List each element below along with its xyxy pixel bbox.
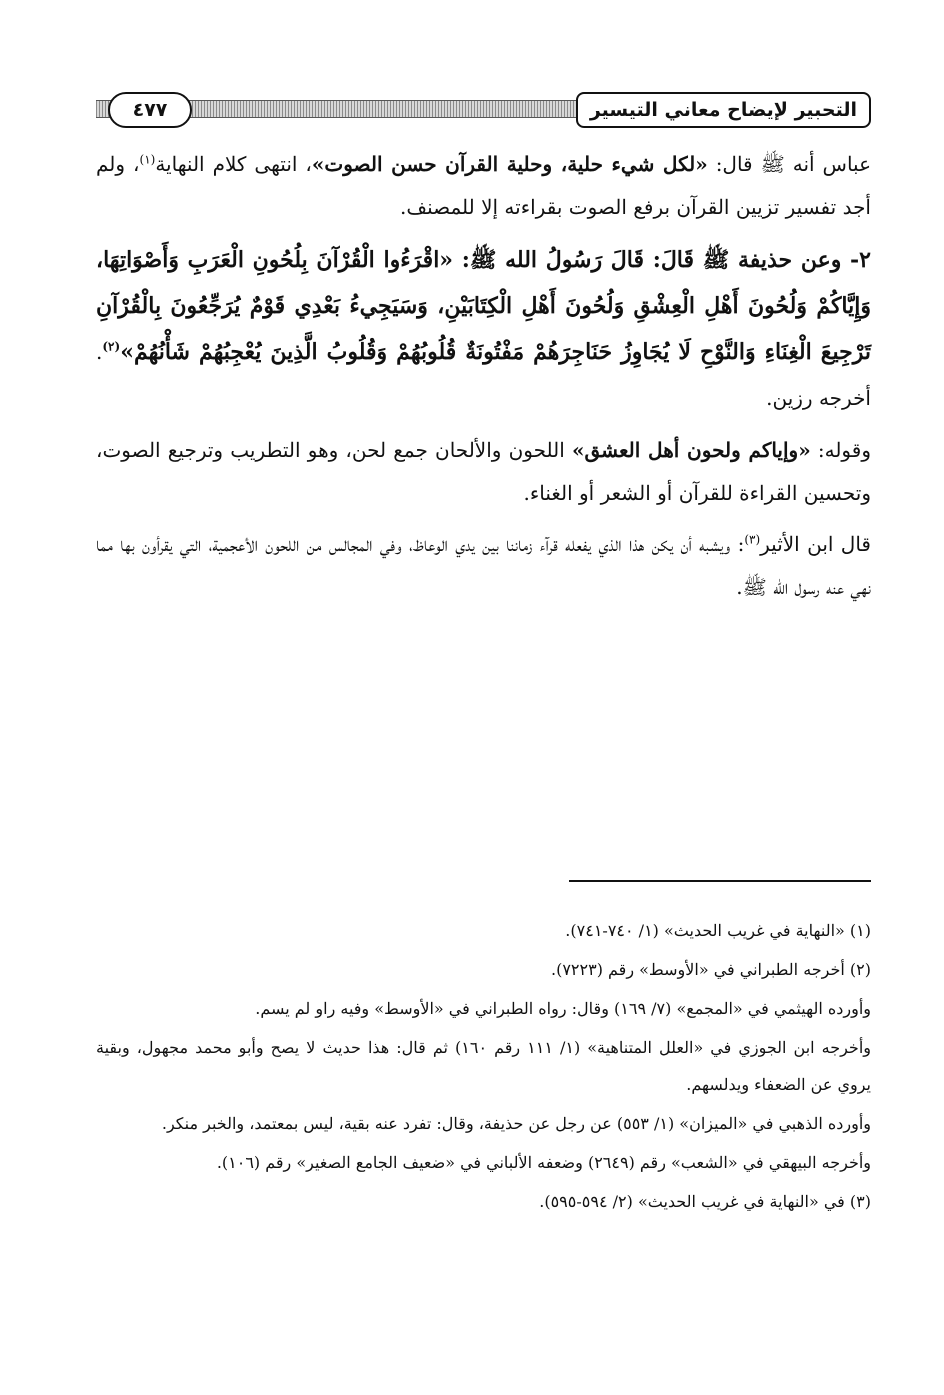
footnote-ref-3: (٣)	[744, 532, 761, 547]
paragraph-1	[96, 143, 871, 229]
p1-text-d: ، ولم أجد تفسير تزيين القرآن برفع الصوت بقراءته إلا للمصنف.	[96, 152, 871, 219]
footnote: (٣) في «النهاية في غريب الحديث» (٢/ ٥٩٤-٥٩٥).	[539, 1192, 871, 1211]
hadith-source: . أخرجه رزين.	[96, 340, 871, 410]
book-title: التحبير لإيضاح معاني التيسير	[576, 92, 871, 128]
footnote-ref-2: (٢)	[102, 339, 121, 354]
p3-text-a: وقوله:	[810, 438, 871, 462]
paragraph-4	[96, 523, 871, 609]
paragraph-3	[96, 429, 871, 515]
p4-text-b: : ويشبه أن يكن هذا الذي يفعله قرآء زماننا بين يدي الوعاظ، وفي المجالس من اللحون الأعجمية، التي يقرأون بها مما نهي عنه رسول الله ﷺ.	[96, 532, 871, 599]
footnote: وأورده الذهبي في «الميزان» (١/ ٥٥٣) عن رجل عن حذيفة، وقال: تفرد عنه بقية، ليس بمعتمد، والخبر منكر.	[161, 1114, 871, 1133]
p1-quote: «لكل شيء حلية، وحلية القرآن حسن الصوت»	[311, 152, 708, 176]
p3-text-c: اللحون والألحان جمع لحن، وهو التطريب وترجيع الصوت، وتحسين القراءة للقرآن أو الشعر أو الغناء.	[96, 438, 871, 505]
footnote: وأورده الهيثمي في «المجمع» (٧/ ١٦٩) وقال: رواه الطبراني في «الأوسط» وفيه راو لم يسم.	[255, 999, 871, 1018]
footnote: (١) «النهاية في غريب الحديث» (١/ ٧٤٠-٧٤١).	[565, 921, 871, 940]
p3-quote: «وإياكم ولحون أهل العشق»	[571, 438, 811, 462]
footnotes	[96, 912, 871, 1220]
footnote-separator	[569, 880, 871, 882]
running-header	[96, 92, 871, 134]
page-number: ٤٧٧	[108, 92, 192, 128]
footnote: (٢) أخرجه الطبراني في «الأوسط» رقم (٧٢٢٣).	[551, 960, 871, 979]
main-text	[96, 143, 871, 609]
hadith-paragraph	[96, 237, 871, 421]
footnote-ref-1: (١)	[139, 152, 156, 167]
footnote: وأخرجه ابن الجوزي في «العلل المتناهية» (١/ ١١١ رقم ١٦٠) ثم قال: هذا حديث لا يصح وأبو محمد مجهول، وبقية يروي عن الضعفاء ويدلسهم.	[96, 1038, 871, 1094]
p1-text-a: عباس أنه ﷺ قال:	[707, 152, 872, 176]
hadith-text: ٢- وعن حذيفة ﷺ قَالَ: قَالَ رَسُولُ الله ﷺ: «اقْرَءُوا الْقُرْآنَ بِلُحُونِ الْعَرَبِ وَأَصْوَاتِهَا، وَإِيَّاكُمْ وَلُحُونَ أَهْلِ الْعِشْقِ وَلُحُونَ أَهْلِ الْكِتَابَيْنِ، وَسَيَجِيءُ بَعْدِي قَوْمٌ يُرَجِّعُونَ بِالْقُرْآنِ تَرْجِيعَ الْغِنَاءِ وَالنَّوْحِ لَا يُجَاوِزُ حَنَاجِرَهُمْ مَفْتُونَةٌ قُلُوبُهُمْ وَقُلُوبُ الَّذِينَ يُعْجِبُهُمْ شَأْنُهُمْ»	[96, 247, 871, 365]
p1-text-c: ، انتهى كلام النهاية	[155, 152, 312, 176]
footnote: وأخرجه البيهقي في «الشعب» رقم (٢٦٤٩) وضعفه الألباني في «ضعيف الجامع الصغير» رقم (١٠٦).	[216, 1153, 871, 1172]
p4-text-a: قال ابن الأثير	[760, 532, 871, 556]
